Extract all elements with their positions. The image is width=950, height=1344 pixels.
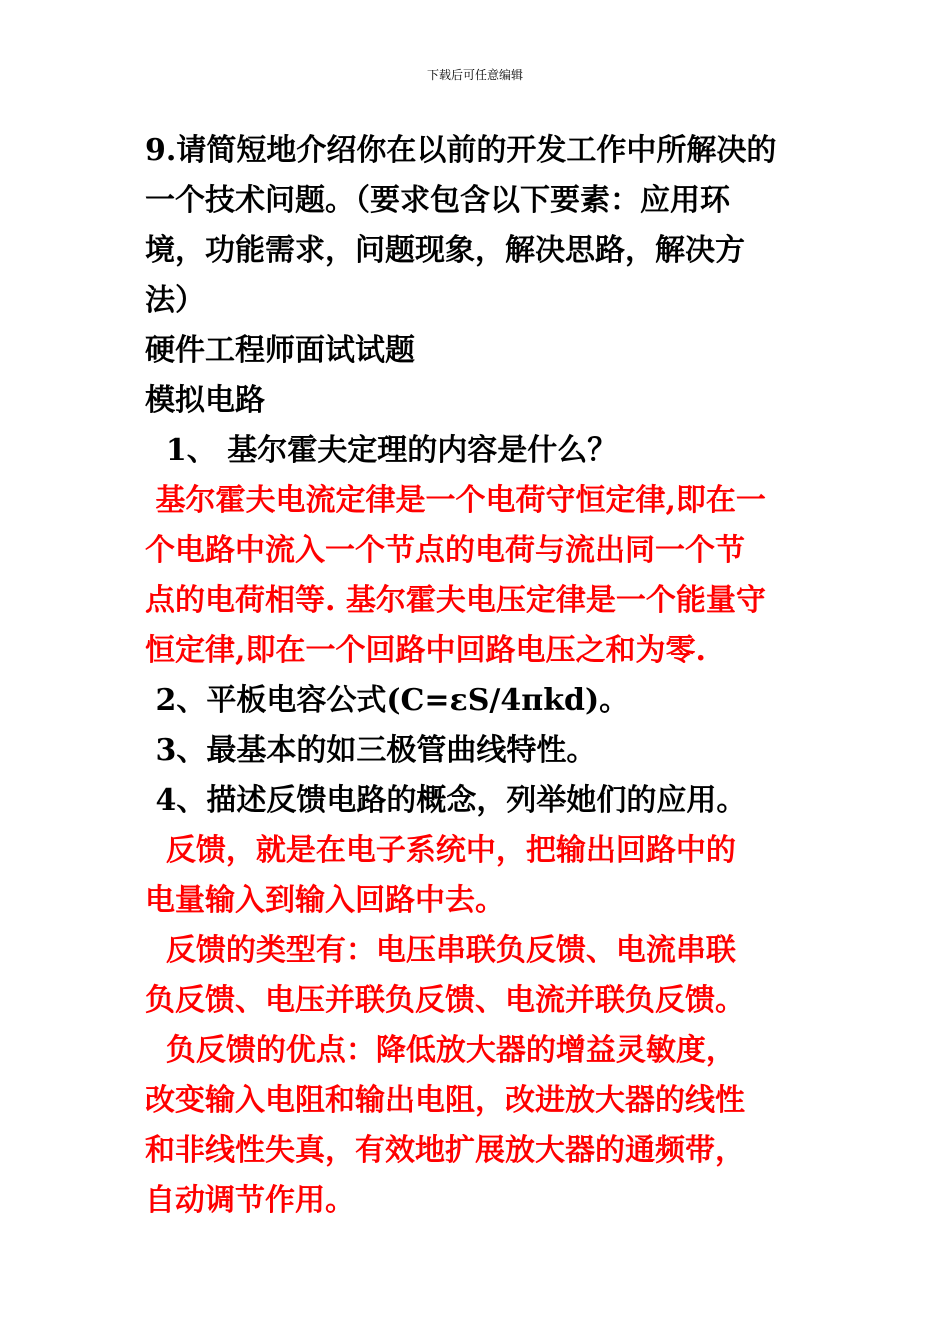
answer-text-line: 自动调节作用。 xyxy=(145,1183,355,1218)
question-text-line: 1、 基尔霍夫定理的内容是什么？ xyxy=(145,433,618,468)
question-text-line: 3、最基本的如三极管曲线特性。 xyxy=(145,733,597,768)
question-text-line: 9.请简短地介绍你在以前的开发工作中所解决的 xyxy=(145,133,777,168)
question-text-line: 2、平板电容公式(C=εS/4πkd)。 xyxy=(145,683,630,718)
answer-text-line: 负反馈的优点：降低放大器的增益灵敏度， xyxy=(145,1033,736,1068)
answer-text-line: 负反馈、电压并联负反馈、电流并联负反馈。 xyxy=(145,983,745,1018)
answer-text-line: 点的电荷相等. 基尔霍夫电压定律是一个能量守 xyxy=(145,583,766,618)
answer-text-line: 改变输入电阻和输出电阻，改进放大器的线性 xyxy=(145,1083,745,1118)
answer-text-line: 和非线性失真，有效地扩展放大器的通频带， xyxy=(145,1133,745,1168)
answer-text-line: 个电路中流入一个节点的电荷与流出同一个节 xyxy=(145,533,745,568)
question-text-line: 法） xyxy=(145,283,205,318)
question-text-line: 模拟电路 xyxy=(145,383,265,418)
question-text-line: 一个技术问题。（要求包含以下要素：应用环 xyxy=(145,183,730,218)
question-text-line: 境，功能需求，问题现象，解决思路，解决方 xyxy=(145,233,745,268)
page-header: 下载后可任意编辑 xyxy=(426,68,523,82)
answer-text-line: 恒定律,即在一个回路中回路电压之和为零. xyxy=(145,633,706,668)
question-text-line: 4、描述反馈电路的概念，列举她们的应用。 xyxy=(145,783,747,818)
question-text-line: 硬件工程师面试试题 xyxy=(145,333,415,368)
answer-text-line: 反馈的类型有：电压串联负反馈、电流串联 xyxy=(145,933,736,968)
answer-text-line: 反馈，就是在电子系统中，把输出回路中的 xyxy=(145,833,736,868)
document-body xyxy=(145,126,817,1226)
answer-text-line: 电量输入到输入回路中去。 xyxy=(145,883,505,918)
answer-text-line: 基尔霍夫电流定律是一个电荷守恒定律,即在一 xyxy=(145,483,766,518)
